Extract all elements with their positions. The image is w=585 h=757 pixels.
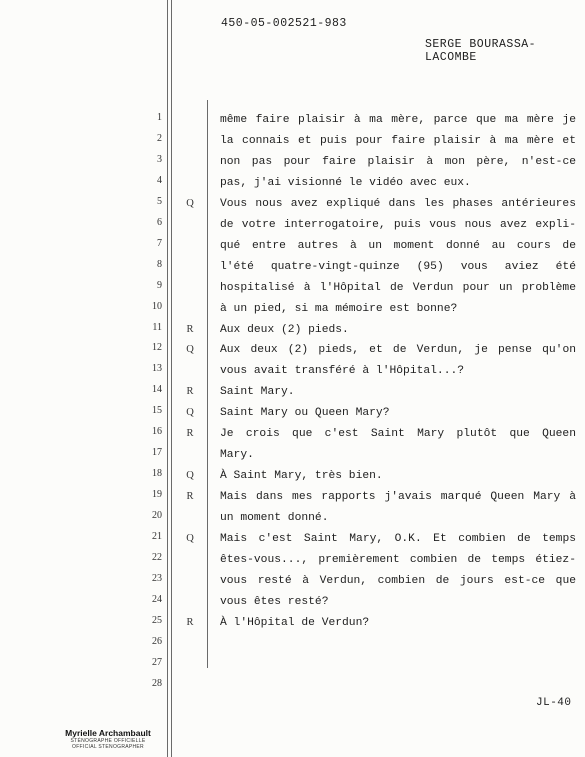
line-number: 28 xyxy=(152,677,162,689)
line-number: 19 xyxy=(152,489,162,501)
line-number: 11 xyxy=(152,321,162,333)
transcript-line: hospitalisé à l'Hôpital de Verdun pour un problème xyxy=(220,281,576,294)
line-number: 14 xyxy=(152,384,162,396)
transcript-line: À l'Hôpital de Verdun? xyxy=(220,616,370,629)
transcript-line: Mary. xyxy=(220,449,254,462)
line-number: 12 xyxy=(152,342,162,354)
speaker-marker: Q xyxy=(186,197,194,209)
speaker-marker: R xyxy=(186,386,194,398)
stenographer-title-en: OFFICIAL STENOGRAPHER xyxy=(72,743,144,750)
transcript-line: même faire plaisir à ma mère, parce que ma mère je xyxy=(220,114,576,126)
transcript-line: Saint Mary ou Queen Mary? xyxy=(220,407,390,420)
transcript-line: Mais dans mes rapports j'avais marqué Queen Mary à xyxy=(220,491,576,504)
line-number: 13 xyxy=(152,363,162,375)
transcript-line: Mais c'est Saint Mary, O.K. Et combien de temps xyxy=(220,533,576,545)
line-number: 16 xyxy=(152,426,162,438)
line-number: 20 xyxy=(152,510,162,522)
transcript-line: qué entre autres à un moment donné au cours de xyxy=(220,239,576,252)
transcript-line: vous resté à Verdun, combien de jours est-ce que xyxy=(220,574,576,587)
speaker-marker: R xyxy=(186,491,194,503)
transcript-line: êtes-vous..., premièrement combien de temps étiez- xyxy=(220,553,576,566)
line-number: 1 xyxy=(157,112,162,123)
stenographer-seal xyxy=(52,729,164,750)
line-number: 27 xyxy=(152,656,162,668)
margin-rule-left-outer xyxy=(167,0,168,757)
line-number: 26 xyxy=(152,635,162,647)
line-number: 24 xyxy=(152,593,162,605)
line-number: 15 xyxy=(152,405,162,417)
line-number: 22 xyxy=(152,551,162,563)
margin-rule-left-inner xyxy=(171,0,172,757)
speaker-marker: R xyxy=(186,616,194,628)
transcript-line: la connais et puis pour faire plaisir à ma mère et xyxy=(220,134,576,147)
line-number: 2 xyxy=(157,132,162,144)
line-number: 3 xyxy=(157,153,162,165)
speaker-marker: Q xyxy=(186,470,194,482)
witness-name: SERGE BOURASSA-LACOMBE xyxy=(425,38,537,64)
transcript-line: vous êtes resté? xyxy=(220,595,329,608)
transcript-line: À Saint Mary, très bien. xyxy=(220,470,383,483)
line-number: 6 xyxy=(157,216,162,228)
transcript-line: l'été quatre-vingt-quinze (95) vous aviez été xyxy=(220,260,576,273)
line-number: 17 xyxy=(152,447,162,459)
stenographer-title-fr: STÉNOGRAPHE OFFICIELLE xyxy=(70,737,146,744)
file-number: 450-05-002521-983 xyxy=(221,17,347,30)
line-number: 23 xyxy=(152,572,162,584)
transcript-line: de votre interrogatoire, puis vous nous avez expli- xyxy=(220,218,576,231)
transcript-line: vous avait transféré à l'Hôpital...? xyxy=(220,365,465,378)
speaker-marker: R xyxy=(186,323,194,335)
line-number: 5 xyxy=(157,195,162,207)
speaker-marker: Q xyxy=(186,407,194,419)
speaker-marker: R xyxy=(186,428,194,440)
margin-rule-text xyxy=(207,100,208,668)
speaker-marker: Q xyxy=(186,533,194,544)
transcript-line: Je crois que c'est Saint Mary plutôt que Queen xyxy=(220,428,576,441)
line-number: 10 xyxy=(152,300,162,312)
transcript-line: Saint Mary. xyxy=(220,386,295,399)
line-number: 8 xyxy=(157,258,162,270)
line-number: 4 xyxy=(157,174,162,186)
transcript-line: non pas pour faire plaisir à mon père, n'est-ce xyxy=(220,155,576,168)
line-number: 18 xyxy=(152,468,162,480)
stenographer-name: Myrielle Archambault xyxy=(65,728,151,738)
page-number: JL-40 xyxy=(536,697,572,709)
transcript-line: un moment donné. xyxy=(220,512,329,525)
line-number: 25 xyxy=(152,614,162,626)
transcript-line: à un pied, si ma mémoire est bonne? xyxy=(220,302,458,315)
line-number: 21 xyxy=(152,531,162,542)
transcript-line: Aux deux (2) pieds, et de Verdun, je pense qu'on xyxy=(220,344,576,357)
line-number: 7 xyxy=(157,237,162,249)
transcript-line: Vous nous avez expliqué dans les phases antérieures xyxy=(220,197,576,210)
line-number: 9 xyxy=(157,279,162,291)
speaker-marker: Q xyxy=(186,344,194,356)
transcript-line: Aux deux (2) pieds. xyxy=(220,323,349,336)
transcript-line: pas, j'ai visionné le vidéo avec eux. xyxy=(220,176,471,189)
